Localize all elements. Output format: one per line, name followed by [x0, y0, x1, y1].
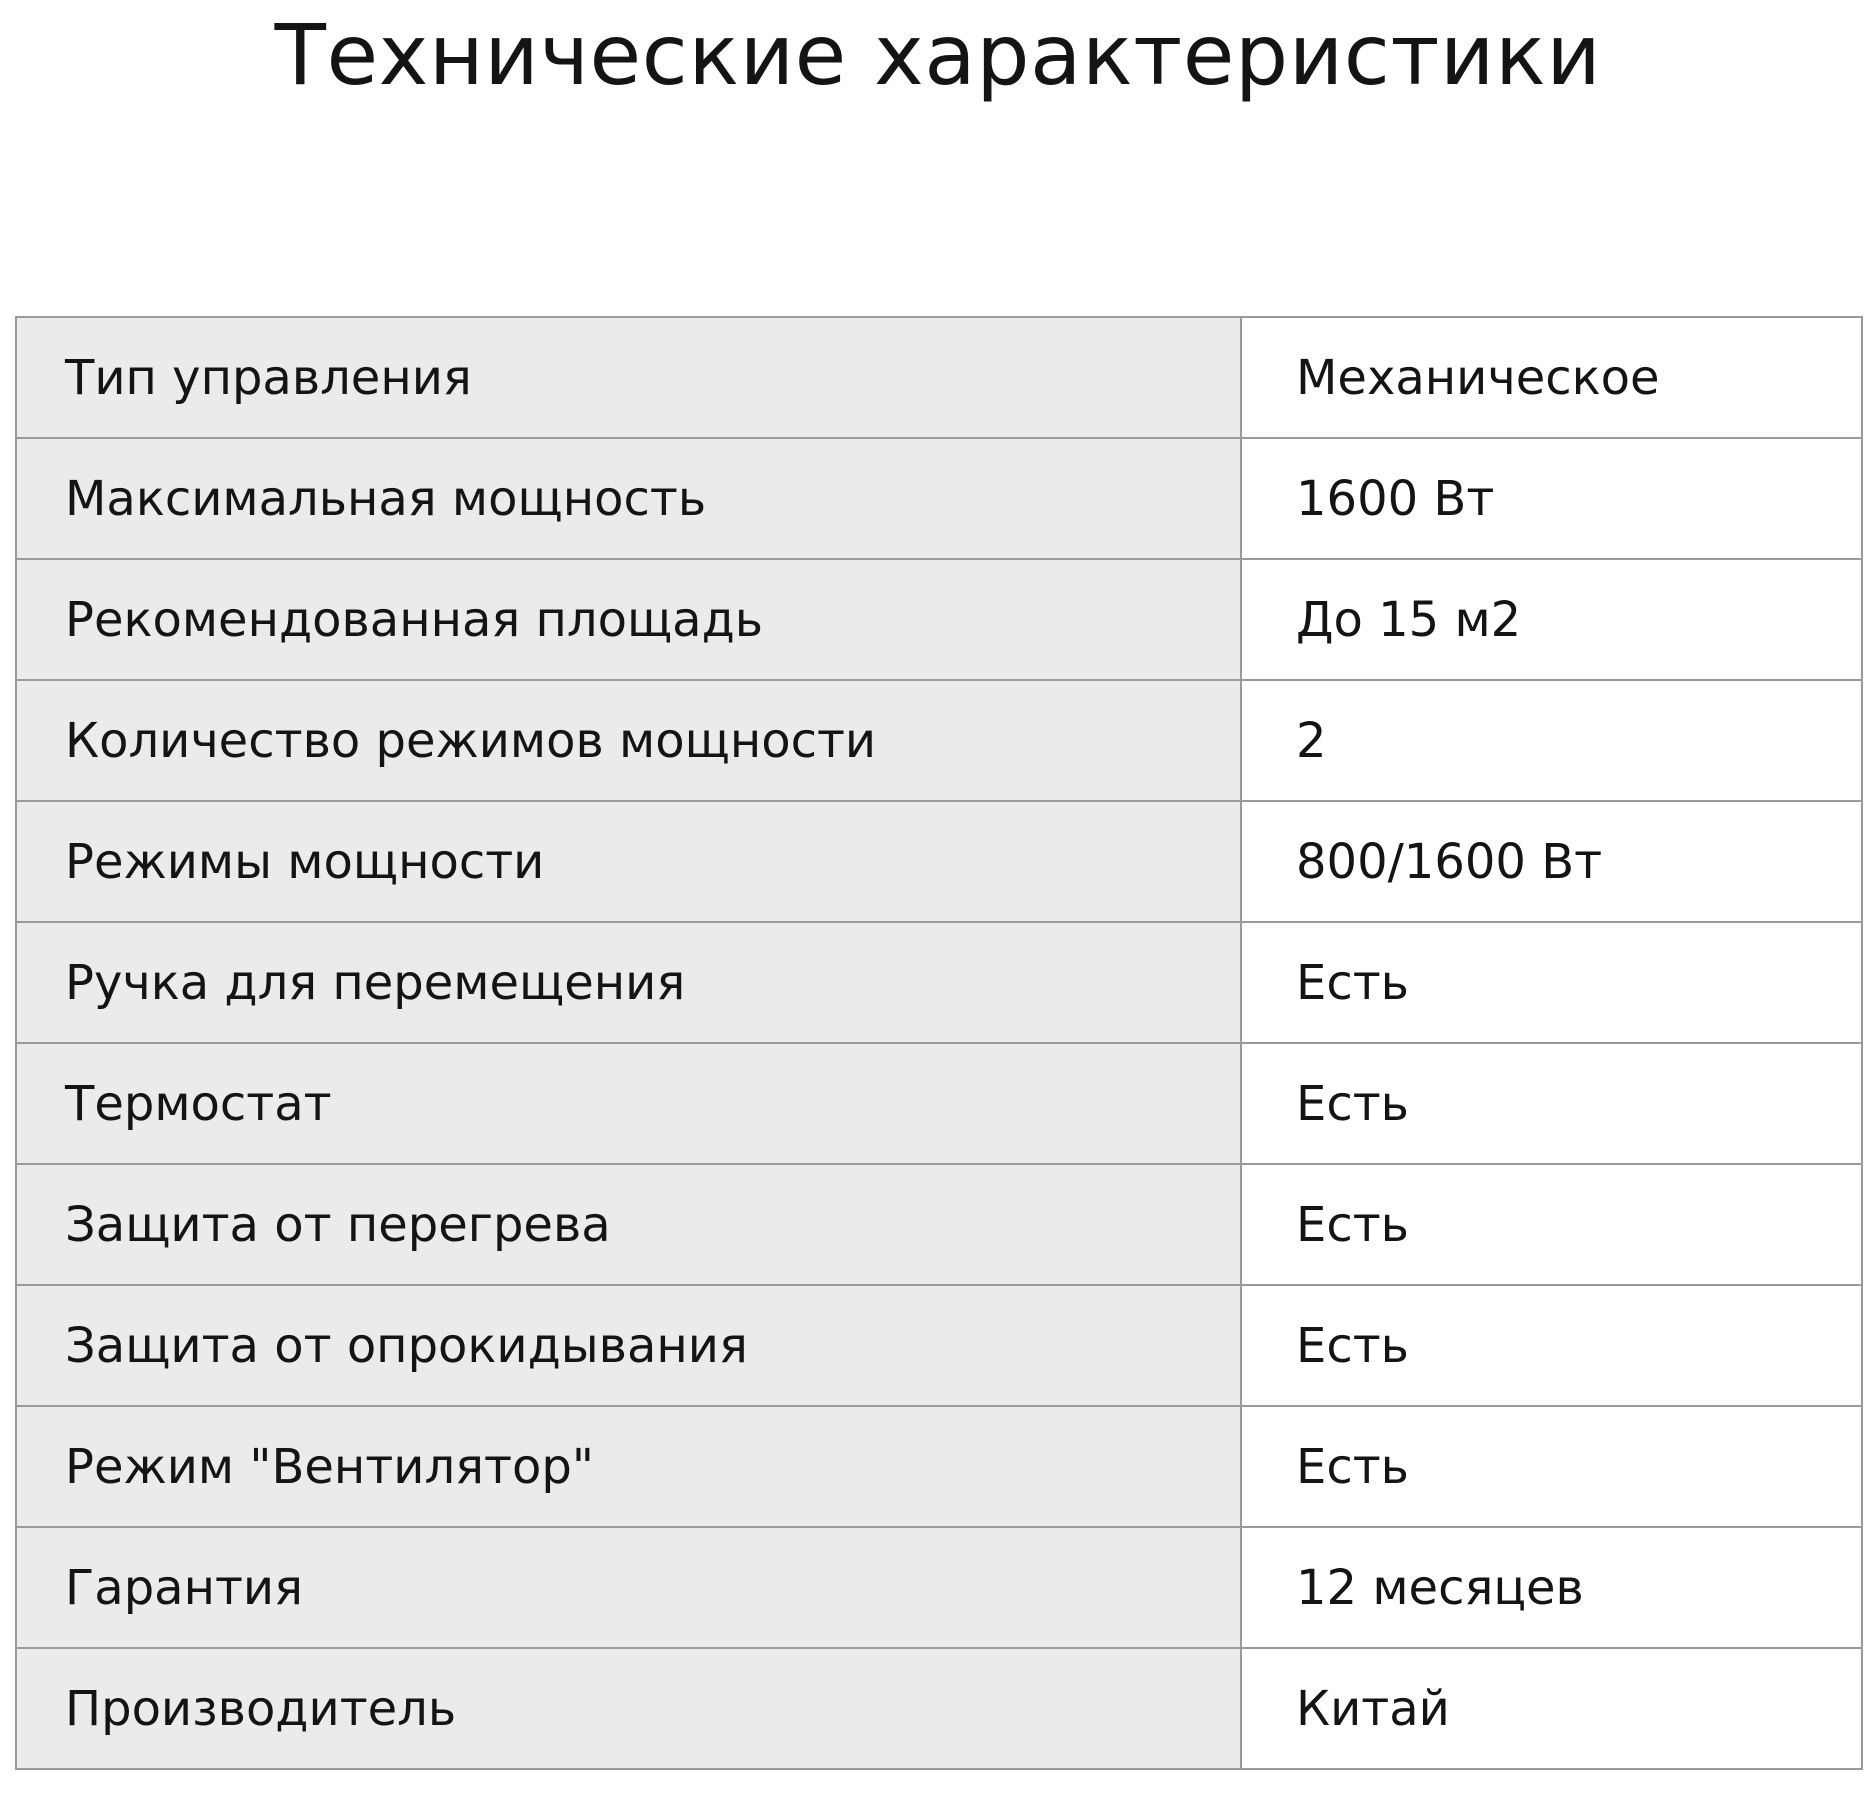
table-row: [16, 1527, 1862, 1648]
spec-value: 1600 Вт: [1241, 438, 1862, 559]
spec-value: Есть: [1241, 1164, 1862, 1285]
spec-label: Рекомендованная площадь: [16, 559, 1241, 680]
spec-label: Тип управления: [16, 317, 1241, 438]
table-row: [16, 1285, 1862, 1406]
spec-label: Термостат: [16, 1043, 1241, 1164]
table-row: [16, 1648, 1862, 1769]
table-row: [16, 1406, 1862, 1527]
spec-label: Режимы мощности: [16, 801, 1241, 922]
table-row: [16, 680, 1862, 801]
spec-value: Есть: [1241, 1285, 1862, 1406]
spec-value: Китай: [1241, 1648, 1862, 1769]
table-row: [16, 438, 1862, 559]
spec-value: 2: [1241, 680, 1862, 801]
spec-table: [15, 316, 1863, 1770]
spec-label: Гарантия: [16, 1527, 1241, 1648]
spec-label: Максимальная мощность: [16, 438, 1241, 559]
spec-value: Есть: [1241, 1043, 1862, 1164]
spec-label: Режим "Вентилятор": [16, 1406, 1241, 1527]
spec-label: Производитель: [16, 1648, 1241, 1769]
table-row: [16, 1164, 1862, 1285]
table-row: [16, 922, 1862, 1043]
table-row: [16, 317, 1862, 438]
table-row: [16, 801, 1862, 922]
spec-label: Защита от опрокидывания: [16, 1285, 1241, 1406]
spec-label: Ручка для перемещения: [16, 922, 1241, 1043]
spec-label: Количество режимов мощности: [16, 680, 1241, 801]
table-row: [16, 559, 1862, 680]
spec-value: Есть: [1241, 922, 1862, 1043]
spec-label: Защита от перегрева: [16, 1164, 1241, 1285]
spec-value: 12 месяцев: [1241, 1527, 1862, 1648]
table-row: [16, 1043, 1862, 1164]
spec-value: 800/1600 Вт: [1241, 801, 1862, 922]
page-title: Технические характеристики: [274, 6, 1602, 104]
spec-value: До 15 м2: [1241, 559, 1862, 680]
spec-value: Механическое: [1241, 317, 1862, 438]
spec-value: Есть: [1241, 1406, 1862, 1527]
